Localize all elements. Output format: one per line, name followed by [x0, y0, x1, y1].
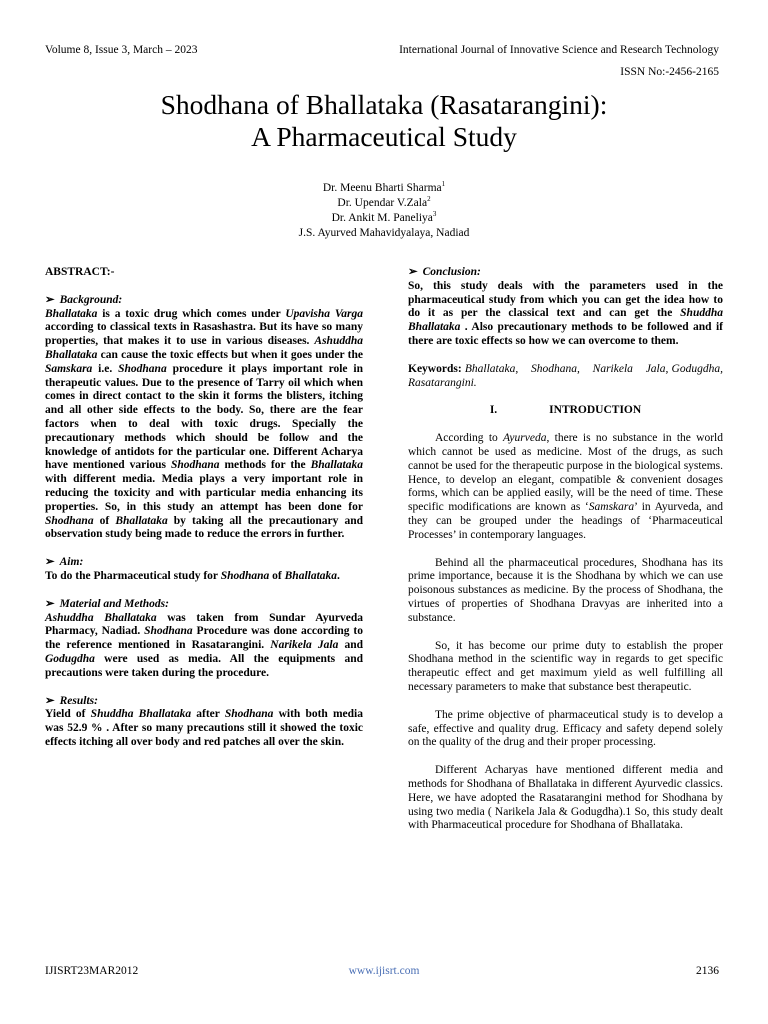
- author-affil-sup: 3: [432, 210, 437, 219]
- text: can cause the toxic effects but when it goes under the: [97, 348, 363, 361]
- author-block: [0, 181, 768, 241]
- heading-text: Aim:: [59, 556, 84, 569]
- text: Shodhana: [220, 569, 270, 582]
- text: To do the Pharmaceutical study for: [45, 569, 221, 582]
- text: with different media. Media plays a very important role in reducing the toxicity and with particular media enhancing its properties. So, in this study an attempt has been done for: [45, 473, 363, 513]
- text: Narikela Jala: [270, 639, 339, 652]
- author-name: Dr. Meenu Bharti Sharma: [322, 182, 442, 194]
- text: ’ in Ayurveda, and they can be grouped under the headings of ‘Pharmaceutical Processes’ in contemporary languages.: [408, 501, 723, 541]
- intro-paragraph-4: The prime objective of pharmaceutical study is to develop a safe, effective and quality drug. Efficacy and safety depend solely on the quality of the drug and their proper processing.: [408, 708, 723, 749]
- intro-paragraph-5: Different Acharyas have mentioned different media and methods for Shodhana of Bhallataka in different Ayurvedic classics. Here, we have adopted the Rasatarangini method for Shodhana by using two media ( Narikela Jala & Godugdha).1 So, this study dealt with Pharmaceutical procedure for Shodhana of Bhallataka.: [408, 764, 723, 832]
- arrow-bullet-icon: ➢: [45, 293, 55, 306]
- section-heading-introduction: [408, 404, 723, 418]
- aim-heading: [45, 556, 363, 570]
- arrow-bullet-icon: ➢: [408, 266, 418, 278]
- arrow-bullet-icon: ➢: [45, 597, 55, 610]
- title-line-1: Shodhana of Bhallataka (Rasatarangini):: [160, 89, 608, 120]
- intro-paragraph-2: Behind all the pharmaceutical procedures, Shodhana has its prime importance, because it is the Shodhana by which we can use poisonous substances as medicine. By the process of Shodhana, the virtues of properties of Shodhana Dravyas are inherited into a substance.: [408, 556, 723, 624]
- results-heading: [45, 695, 363, 709]
- keywords-values: Bhallataka, Shodhana, Narikela Jala, Godugdha, Rasatarangini.: [408, 362, 726, 389]
- text: after: [191, 708, 225, 721]
- author-affil-sup: 2: [427, 195, 431, 204]
- right-column: [408, 266, 726, 833]
- intro-paragraph-1: [408, 432, 723, 542]
- header-volume: Volume 8, Issue 3, March – 2023: [45, 44, 198, 56]
- author-affil-sup: 1: [441, 180, 446, 189]
- section-title: INTRODUCTION: [549, 404, 642, 417]
- text: Shodhana: [224, 708, 274, 721]
- text: . Also precautionary methods to be followed and if there are toxic effects so how we can overcome to them.: [408, 321, 723, 347]
- author-1: [0, 181, 768, 196]
- conclusion-heading: [408, 266, 723, 280]
- text: Shuddha Bhallataka: [408, 307, 723, 334]
- arrow-bullet-icon: ➢: [45, 694, 55, 707]
- text: Samskara: [588, 501, 635, 514]
- text: by taking all the precautionary and observation study being made to reduce the errors in further.: [45, 514, 363, 541]
- text: Shuddha Bhallataka: [90, 708, 192, 721]
- heading-text: Results:: [59, 694, 98, 707]
- heading-text: Material and Methods:: [59, 597, 169, 610]
- text: Shodhana: [45, 514, 94, 527]
- keywords: [408, 362, 726, 391]
- arrow-bullet-icon: ➢: [45, 556, 55, 569]
- text: and: [338, 639, 363, 652]
- background-paragraph: [45, 308, 363, 543]
- text: .: [337, 569, 340, 582]
- text: Procedure was done according to the reference mentioned in Rasatarangini.: [45, 625, 363, 652]
- section-number: I.: [489, 404, 498, 417]
- results-paragraph: [45, 708, 363, 749]
- text: Upavisha Varga: [285, 307, 363, 320]
- heading-text: Conclusion:: [422, 266, 481, 278]
- title-line-2: A Pharmaceutical Study: [251, 121, 517, 152]
- text: is a toxic drug which comes under: [97, 307, 286, 320]
- header-issn: ISSN No:-2456-2165: [620, 66, 719, 78]
- text: Yield of: [45, 708, 91, 721]
- author-name: Dr. Upendar V.Zala: [337, 197, 428, 209]
- text: Bhallataka: [310, 459, 363, 472]
- author-3: [0, 211, 768, 226]
- text: Bhallataka: [115, 514, 168, 527]
- text: were used as media. All the equipments and precautions were taken during the procedure.: [45, 652, 363, 679]
- aim-paragraph: [45, 570, 363, 584]
- header-journal: International Journal of Innovative Science and Research Technology: [399, 44, 719, 56]
- keywords-label: Keywords:: [408, 362, 462, 375]
- text: Shodhana: [144, 625, 193, 638]
- left-column: [45, 266, 363, 750]
- conclusion-paragraph: [408, 280, 723, 349]
- text: Godugdha: [45, 652, 95, 665]
- text: according to classical texts in Rasashastra. But its have so many properties, that makes it to use in various diseases.: [45, 321, 363, 348]
- text: Bhallataka: [284, 569, 338, 582]
- affiliation: J.S. Ayurved Mahavidyalaya, Nadiad: [298, 227, 470, 239]
- text: Shodhana: [118, 362, 167, 375]
- text: Samskara: [45, 362, 93, 375]
- background-heading: [45, 294, 363, 308]
- text: procedure it plays important role in therapeutic values. Due to the presence of Tarry oil which when comes in direct contact to the skin it forms the blisters, itching and all other side effects to the body. So, there are the fear factors when to deal with toxic drugs. Specially the precautionary methods which should be follow and the knowledge of antidots for the particular one. Different Acharya have mentioned various: [45, 362, 363, 472]
- text: Ayurveda: [503, 432, 547, 445]
- text: of: [269, 569, 285, 582]
- text: , there is no substance in the world which cannot be used as medicine. Most of the drugs, as such cannot be used for the therapeutic purpose in the biological systems. Hence, to develop an elegant, compatible & convenient dosages forms, which can be applied easily, will be the need of time. These specific modifications are known as ‘: [408, 432, 724, 514]
- text: Bhallataka: [45, 307, 98, 320]
- text: Shodhana: [170, 459, 220, 472]
- abstract-label: ABSTRACT:-: [45, 266, 115, 278]
- text: Ashuddha Bhallataka: [45, 611, 157, 624]
- text: So, this study deals with the parameters used in the pharmaceutical study from which you can get the idea how to do it as per the classical text and can get the: [408, 279, 723, 320]
- text: was taken from Sundar Ayurveda Pharmacy, Nadiad.: [45, 611, 363, 638]
- author-2: [0, 196, 768, 211]
- author-name: Dr. Ankit M. Paneliya: [331, 212, 433, 224]
- paper-title: [0, 89, 768, 153]
- methods-paragraph: [45, 612, 363, 681]
- text: i.e.: [92, 362, 119, 375]
- footer-page-number: 2136: [696, 965, 719, 977]
- footer-paper-id: IJISRT23MAR2012: [45, 965, 139, 977]
- footer-website-link[interactable]: www.ijisrt.com: [348, 965, 420, 977]
- methods-heading: [45, 598, 363, 612]
- text: of: [93, 514, 116, 527]
- text: methods for the: [219, 459, 311, 472]
- text: Ashuddha Bhallataka: [45, 335, 363, 361]
- intro-paragraph-3: So, it has become our prime duty to establish the proper Shodhana method in the scientific way in regards to get specific therapeutic effect and get maximum yield as well fulfilling all necessary parameters to make that substance best therapeutic.: [408, 639, 723, 693]
- text: with both media was 52.9 % . After so many precautions still it showed the toxic effects itching all over body and red patches all over the skin.: [45, 708, 364, 748]
- text: According to: [435, 432, 504, 445]
- heading-text: Background:: [59, 293, 123, 306]
